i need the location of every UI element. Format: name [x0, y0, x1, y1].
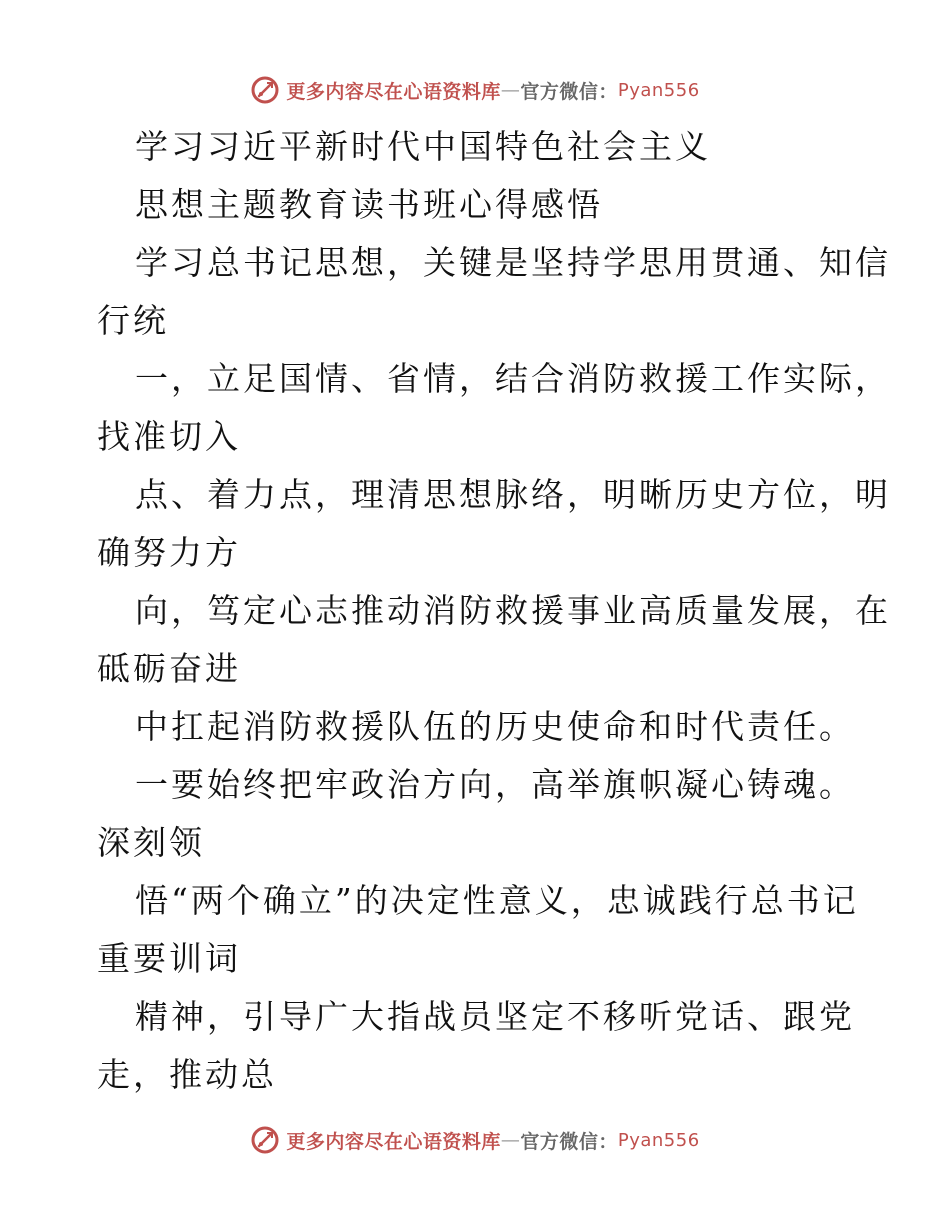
- header-wechat-label: 官方微信：: [520, 80, 618, 103]
- document-line: 学习总书记思想，关键是坚持学思用贯通、知信: [135, 243, 891, 282]
- document-line: 精神，引导广大指战员坚定不移听党话、跟党: [135, 997, 855, 1036]
- quill-logo-icon: [250, 75, 280, 105]
- document-line: 思想主题教育读书班心得感悟: [135, 185, 603, 224]
- header-brand-text: 更多内容尽在心语资料库: [286, 80, 501, 103]
- document-line: 点、着力点，理清思想脉络，明晰历史方位，明: [135, 475, 891, 514]
- document-body: [97, 118, 891, 1104]
- footer-wechat-id: Pyan556: [617, 1129, 700, 1151]
- document-line: 重要训词: [97, 939, 241, 978]
- document-line: 学习习近平新时代中国特色社会主义: [135, 127, 711, 166]
- footer-wechat-label: 官方微信：: [520, 1130, 618, 1153]
- footer-brand-text: 更多内容尽在心语资料库: [286, 1130, 501, 1153]
- document-line: 悟“两个确立”的决定性意义，忠诚践行总书记: [135, 881, 859, 920]
- footer-watermark: [0, 1120, 950, 1160]
- document-line: 行统: [97, 301, 169, 340]
- footer-dash: —: [500, 1129, 521, 1151]
- document-line: 一要始终把牢政治方向，高举旗帜凝心铸魂。: [135, 765, 855, 804]
- document-line: 向，笃定心志推动消防救援事业高质量发展，在: [135, 591, 891, 630]
- header-dash: —: [500, 79, 521, 101]
- document-line: 确努力方: [97, 533, 241, 572]
- document-line: 一，立足国情、省情，结合消防救援工作实际，: [135, 359, 891, 398]
- document-line: 中扛起消防救援队伍的历史使命和时代责任。: [135, 707, 855, 746]
- header-wechat-id: Pyan556: [617, 79, 700, 101]
- header-watermark: [0, 70, 950, 110]
- document-line: 砥砺奋进: [97, 649, 241, 688]
- document-line: 走，推动总: [97, 1055, 277, 1094]
- quill-logo-icon: [250, 1125, 280, 1155]
- document-line: 深刻领: [97, 823, 205, 862]
- document-line: 找准切入: [97, 417, 241, 456]
